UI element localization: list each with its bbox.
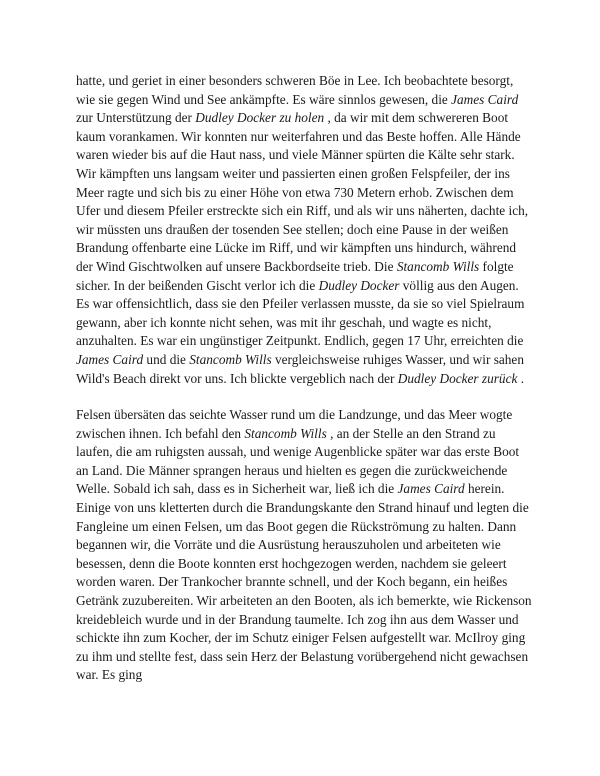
text-segment: folgte sicher. In der beißenden Gischt verlor ich die [76, 258, 514, 293]
ship-name-james-caird: James Caird [451, 91, 519, 107]
ship-name-stancomb-wills: Stancomb Wills [396, 258, 480, 274]
ship-name-dudley-docker: Dudley Docker zurück [397, 370, 518, 386]
ship-name-dudley-docker: Dudley Docker [318, 277, 400, 293]
text-segment: , da wir mit dem schwereren Boot kaum vorankamen. Wir konnten nur weiterfahren und das Beste hoffen. Alle Hände waren wieder bis auf die Haut nass, und viele Männer spürten die Kälte sehr stark. Wir kämpften uns langsam weiter und passierten einen großen Felspfeiler, der ins Meer ragte und sich bis zu einer Höhe von etwa 730 Metern erhob. Zwischen dem Ufer und diesem Pfeiler erstreckte sich ein Riff, und als wir uns näherten, dachte ich, wir müssten uns draußen der tosenden See stellen; doch eine Pause in der weißen Brandung offenbarte eine Lücke im Riff, und wir kämpften uns hindurch, während der Wind Gischtwolken auf unsere Backbordseite trieb. Die [76, 110, 529, 274]
paragraph-2 [76, 406, 532, 685]
text-segment: , an der Stelle an den Strand zu laufen, die am ruhigsten aussah, und wenige Augenblicke später war das erste Boot an Land. Die Männer sprangen heraus und hielten es gegen die zurückweichende Welle. Sobald ich sah, dass es in Sicherheit war, ließ ich die [76, 425, 520, 497]
ship-name-james-caird: James Caird [76, 351, 144, 367]
ship-name-james-caird: James Caird [397, 481, 465, 497]
text-segment: zur Unterstützung der [76, 110, 196, 126]
text-segment: völlig aus den Augen. Es war offensichtlich, dass sie den Pfeiler verlassen musste, da sie so viel Spielraum gewann, aber ich konnte nicht sehen, was mit ihr geschah, und wagte es nicht, anzuhalten. Es war ein ungünstiger Zeitpunkt. Endlich, gegen 17 Uhr, erreichten die [76, 277, 525, 349]
text-segment: . [517, 370, 525, 386]
paragraph-1 [76, 72, 532, 388]
document-page [76, 72, 532, 685]
text-segment: vergleichsweise ruhiges Wasser, und wir sahen Wild's Beach direkt vor uns. Ich blickte vergeblich nach der [76, 351, 524, 386]
text-segment: und die [143, 351, 190, 367]
text-segment: Felsen übersäten das seichte Wasser rund um die Landzunge, und das Meer wogte zwischen ihnen. Ich befahl den [76, 407, 513, 441]
text-segment: hatte, und geriet in einer besonders schweren Böe in Lee. Ich beobachtete besorgt, wie sie gegen Wind und See ankämpfte. Es wäre sinnlos gewesen, die [76, 73, 514, 107]
ship-name-stancomb-wills: Stancomb Wills [244, 425, 327, 441]
text-segment: herein. Einige von uns kletterten durch die Brandungskante den Strand hinauf und legten die Fangleine um einen Felsen, um das Boot gegen die Rückströmung zu halten. Dann begannen wir, die Vorräte und die Ausrüstung herauszuholen und arbeiteten wie besessen, denn die Boote konnten erst hochgezogen werden, nachdem sie geleert worden waren. Der Trankocher brannte schnell, und der Koch begann, ein heißes Getränk zuzubereiten. Wir arbeiteten an den Booten, als ich bemerkte, wie Rickenson kreidebleich wurde und in der Brandung taumelte. Ich zog ihn aus dem Wasser und schickte ihn zum Kocher, der im Schutz einiger Felsen aufgestellt war. McIlroy ging zu ihm und stellte fest, dass sein Herz der Belastung vorübergehend nicht gewachsen war. Es ging [76, 481, 532, 683]
ship-name-dudley-docker: Dudley Docker zu holen [195, 110, 325, 126]
ship-name-stancomb-wills: Stancomb Wills [189, 351, 272, 367]
